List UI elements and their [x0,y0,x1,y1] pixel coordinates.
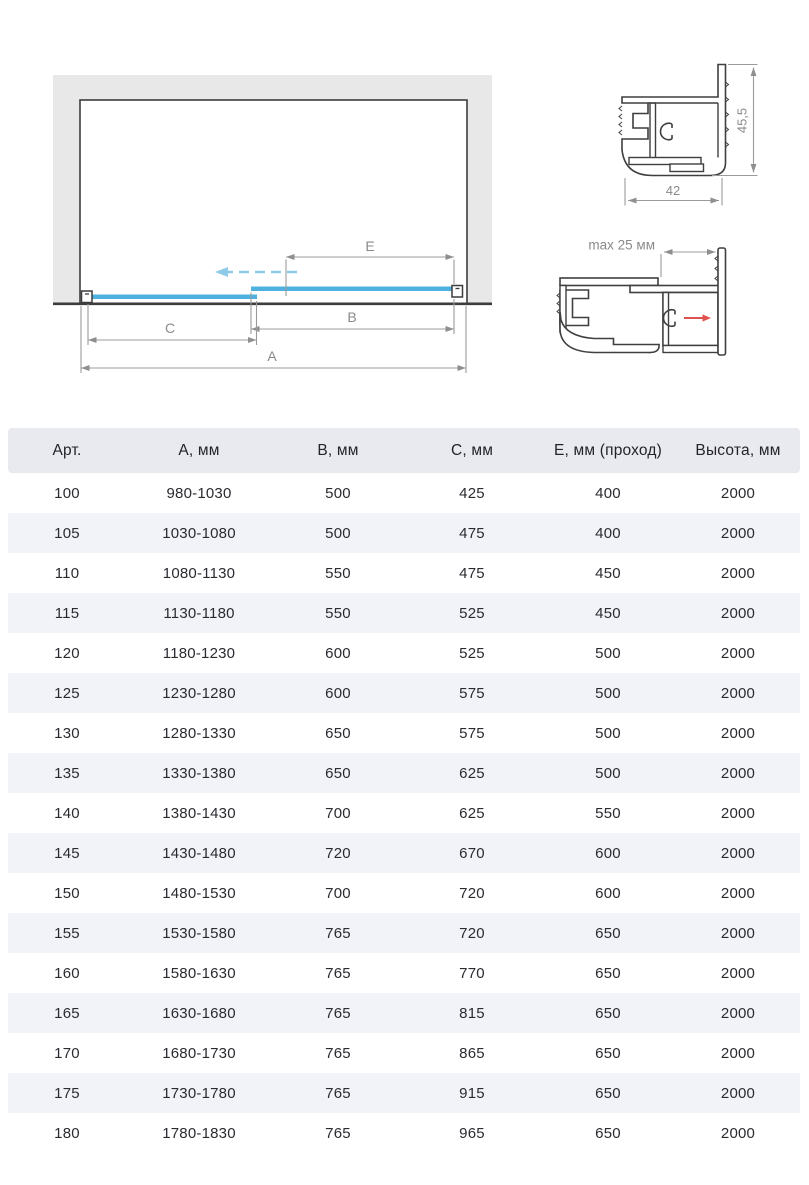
dim-c-label: C [164,320,176,336]
table-cell: 2000 [720,1084,756,1102]
dimension-c [88,301,257,345]
dim-e-label: E [365,238,375,254]
table-cell: 650 [595,924,621,942]
table-cell: 575 [459,724,485,742]
dim-b-label: B [347,309,357,325]
table-cell: 1080-1130 [162,564,236,582]
table-cell: 815 [459,1004,485,1022]
table-cell: 175 [54,1084,80,1102]
table-cell: 650 [595,1084,621,1102]
table-cell: 650 [595,1004,621,1022]
table-cell: 865 [459,1044,485,1062]
table-cell: 720 [459,884,485,902]
table-row [8,833,800,873]
table-cell: 120 [54,644,80,662]
adjustment-cross-section [557,238,726,356]
table-cell: 425 [459,484,485,502]
dimensions-table [8,428,800,1153]
table-cell: 1330-1380 [162,764,236,782]
technical-drawing [0,0,809,420]
table-cell: 125 [54,684,80,702]
table-cell: 765 [325,1044,351,1062]
table-row [8,1073,800,1113]
table-cell: 2000 [720,484,756,502]
table-cell: 140 [54,804,80,822]
column-header-e: Е, мм (проход) [540,428,676,473]
table-cell: 2000 [720,964,756,982]
column-header-b: В, мм [272,428,404,473]
table-row [8,953,800,993]
table-cell: 650 [325,724,351,742]
table-row [8,593,800,633]
table-cell: 700 [325,804,351,822]
table-row [8,673,800,713]
front-view-diagram [53,75,492,373]
table-cell: 130 [54,724,80,742]
table-cell: 105 [54,524,80,542]
table-cell: 765 [325,1004,351,1022]
table-cell: 625 [459,764,485,782]
table-cell: 160 [54,964,80,982]
table-cell: 700 [325,884,351,902]
table-row [8,993,800,1033]
table-cell: 600 [325,644,351,662]
table-cell: 180 [54,1124,80,1142]
column-header-art: Арт. [8,428,126,473]
table-cell: 500 [595,724,621,742]
table-row [8,713,800,753]
table-cell: 765 [325,924,351,942]
table-cell: 150 [54,884,80,902]
table-cell: 650 [325,764,351,782]
table-cell: 1530-1580 [162,924,236,942]
table-cell: 1130-1180 [163,604,235,622]
table-cell: 2000 [720,684,756,702]
column-header-c: С, мм [404,428,540,473]
column-header-height: Высота, мм [676,428,800,473]
table-body [8,473,800,1153]
table-cell: 110 [54,564,80,582]
table-cell: 1630-1680 [162,1004,236,1022]
table-row [8,473,800,513]
table-cell: 2000 [720,724,756,742]
sliding-glass-panel [87,295,257,300]
table-row [8,633,800,673]
table-row [8,753,800,793]
table-cell: 500 [325,524,351,542]
table-cell: 525 [459,604,485,622]
table-cell: 2000 [720,564,756,582]
table-cell: 720 [459,924,485,942]
table-cell: 2000 [720,1124,756,1142]
table-cell: 1380-1430 [162,804,236,822]
table-cell: 670 [459,844,485,862]
column-header-a: А, мм [126,428,272,473]
table-cell: 1280-1330 [162,724,236,742]
table-cell: 475 [459,524,485,542]
adjustment-label: max 25 мм [588,237,655,253]
table-cell: 500 [595,644,621,662]
table-cell: 765 [325,1124,351,1142]
table-cell: 765 [325,1084,351,1102]
table-cell: 2000 [720,1004,756,1022]
table-cell: 2000 [720,924,756,942]
table-cell: 765 [325,964,351,982]
table-cell: 600 [595,844,621,862]
table-cell: 500 [325,484,351,502]
table-cell: 155 [54,924,80,942]
table-cell: 650 [595,1044,621,1062]
table-cell: 2000 [720,524,756,542]
table-cell: 1180-1230 [162,644,236,662]
table-cell: 625 [459,804,485,822]
table-row [8,553,800,593]
product-scheme [0,0,809,420]
table-cell: 500 [595,684,621,702]
table-cell: 2000 [720,644,756,662]
table-cell: 2000 [720,764,756,782]
table-cell: 145 [54,844,80,862]
table-cell: 980-1030 [166,484,232,502]
table-cell: 525 [459,644,485,662]
wall-profile-left [82,291,93,303]
table-row [8,513,800,553]
table-header [8,428,800,473]
table-cell: 2000 [720,804,756,822]
table-cell: 965 [459,1124,485,1142]
table-cell: 165 [54,1004,80,1022]
table-row [8,1113,800,1153]
table-cell: 170 [54,1044,80,1062]
table-cell: 1030-1080 [162,524,236,542]
table-cell: 550 [325,564,351,582]
table-cell: 1680-1730 [162,1044,236,1062]
table-row [8,913,800,953]
table-cell: 550 [595,804,621,822]
table-cell: 915 [459,1084,485,1102]
table-cell: 115 [54,604,80,622]
table-cell: 600 [595,884,621,902]
table-cell: 475 [459,564,485,582]
profile-cross-section [619,65,758,206]
table-cell: 450 [595,564,621,582]
fixed-glass-panel [251,287,455,292]
table-cell: 2000 [720,844,756,862]
table-cell: 2000 [720,604,756,622]
table-row [8,1033,800,1073]
table-cell: 2000 [720,884,756,902]
table-cell: 650 [595,964,621,982]
profile-width-label: 42 [665,183,681,198]
aluminium-profile [619,65,729,176]
table-cell: 100 [54,484,80,502]
table-row [8,873,800,913]
dimension-adjustment [588,238,715,278]
dimension-profile-width [625,178,722,206]
table-cell: 600 [325,684,351,702]
table-cell: 1730-1780 [162,1084,236,1102]
profile-height-label: 45,5 [734,107,750,134]
table-cell: 575 [459,684,485,702]
table-cell: 1580-1630 [162,964,236,982]
door-profile-section [630,248,726,355]
table-cell: 550 [325,604,351,622]
table-cell: 1780-1830 [162,1124,236,1142]
table-cell: 650 [595,1124,621,1142]
table-cell: 135 [54,764,80,782]
table-cell: 720 [325,844,351,862]
table-cell: 1480-1530 [162,884,236,902]
table-cell: 1230-1280 [162,684,236,702]
table-cell: 1430-1480 [162,844,236,862]
table-cell: 500 [595,764,621,782]
table-cell: 2000 [720,1044,756,1062]
table-row [8,793,800,833]
table-cell: 400 [595,484,621,502]
table-cell: 770 [459,964,485,982]
wall-profile-right [452,286,463,298]
dim-a-label: A [267,348,277,364]
table-cell: 400 [595,524,621,542]
table-cell: 450 [595,604,621,622]
